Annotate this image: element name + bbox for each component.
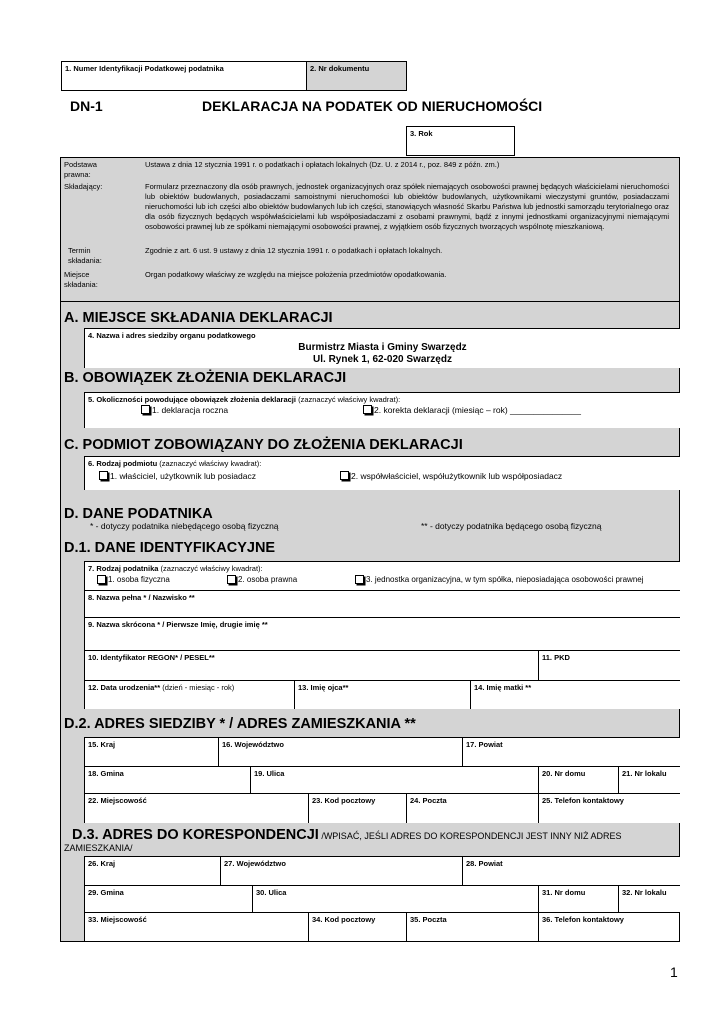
legal-basis-key: Podstawa prawna:	[64, 160, 97, 179]
voivodeship-field[interactable]	[218, 737, 462, 767]
corr-postal-code-label: 34. Kod pocztowy	[312, 915, 376, 924]
option-co-owner[interactable]: 2. współwłaściciel, współużytkownik lub współposiadacz	[340, 470, 562, 482]
postal-code-label: 23. Kod pocztowy	[312, 796, 376, 805]
corr-postal-code-field[interactable]	[308, 912, 406, 942]
option-natural-person[interactable]: 1. osoba fizyczna	[97, 574, 170, 586]
corr-street-label: 30. Ulica	[256, 888, 287, 897]
divider	[60, 301, 680, 302]
section-d1-title: D.1. DANE IDENTYFIKACYJNE	[64, 540, 276, 556]
birth-date-field[interactable]	[84, 680, 294, 709]
corr-county-label: 28. Powiat	[466, 859, 503, 868]
section-d3-note: /WPISAĆ, JEŚLI ADRES DO KORESPONDENCJI JEST INNY NIŻ ADRES	[318, 831, 622, 841]
mother-name-field[interactable]	[470, 680, 680, 709]
full-name-field[interactable]	[84, 590, 680, 618]
county-label: 17. Powiat	[466, 740, 503, 749]
form-code: DN-1	[70, 98, 103, 114]
corr-post-office-field[interactable]	[406, 912, 538, 942]
section-d-title: D. DANE PODATNIKA	[64, 506, 213, 522]
pkd-label: 11. PKD	[542, 653, 570, 662]
corr-commune-label: 29. Gmina	[88, 888, 124, 897]
filers-value: Formularz przeznaczony dla osób prawnych, jednostek organizacyjnych oraz spółek niemających osobowości prawnej będących właścicielami nieruchomości lub obiektów budowlanych, posiadaczami samoistnymi nieruchomości lub obiektów budowlanych, użytkownikami wieczystymi gruntów, posiadaczami nieruchomości lub ich części albo obiektów budowlanych lub ich części, stanowiących własność Skarbu Państwa lub jednostki samorządu terytorialnego oraz dla osób fizycznych będących współwłaścicielami lub współposiadaczami z osobami prawnymi, bądź z innymi jednostkami organizacyjnymi niemającymi osobowości prawnej lub ze spółkami niemającymi osobowości prawnej, z wyjątkiem osób fizycznych tworzących wspólnotę mieszkaniową.	[145, 182, 669, 231]
circumstances-label: 5. Okoliczności powodujące obowiązek złożenia deklaracji	[88, 395, 296, 404]
phone-field[interactable]	[538, 793, 680, 823]
birth-date-label: 12. Data urodzenia**	[88, 683, 161, 692]
corr-phone-label: 36. Telefon kontaktowy	[542, 915, 624, 924]
corr-post-office-label: 35. Poczta	[410, 915, 447, 924]
mother-name-label: 14. Imię matki **	[474, 683, 532, 692]
county-field[interactable]	[462, 737, 680, 767]
nip-field[interactable]	[61, 61, 307, 91]
tax-office-name: Burmistrz Miasta i Gminy Swarzędz	[298, 342, 467, 353]
apartment-number-label: 21. Nr lokalu	[622, 769, 667, 778]
tax-office-address: Ul. Rynek 1, 62-020 Swarzędz	[313, 354, 452, 365]
checkbox-icon[interactable]	[227, 575, 236, 584]
section-b-title: B. OBOWIĄZEK ZŁOŻENIA DEKLARACJI	[64, 370, 347, 386]
section-d2-title: D.2. ADRES SIEDZIBY * / ADRES ZAMIESZKANIA **	[64, 716, 416, 732]
section-d3-note-end: ZAMIESZKANIA/	[64, 843, 133, 853]
locality-field[interactable]	[84, 793, 308, 823]
taxpayer-type-hint: (zaznaczyć właściwy kwadrat):	[158, 564, 263, 573]
option-legal-person[interactable]: 2. osoba prawna	[227, 574, 297, 586]
filers-key: Składający:	[64, 182, 103, 191]
checkbox-icon[interactable]	[340, 471, 349, 480]
section-d3-header	[72, 828, 672, 843]
corr-locality-field[interactable]	[84, 912, 308, 942]
place-value: Organ podatkowy właściwy ze względu na miejsce położenia przedmiotów opodatkowania.	[145, 270, 447, 279]
corr-country-label: 26. Kraj	[88, 859, 116, 868]
short-name-label: 9. Nazwa skrócona * / Pierwsze Imię, drugie imię **	[88, 620, 268, 629]
document-number-field	[306, 61, 407, 91]
corr-voivodeship-label: 27. Województwo	[224, 859, 286, 868]
option-organizational-unit[interactable]: 3. jednostka organizacyjna, w tym spółka, nieposiadająca osobowości prawnej	[355, 574, 644, 586]
checkbox-icon[interactable]	[363, 405, 372, 414]
place-key: Miejsce składania:	[64, 270, 98, 289]
legal-basis-value: Ustawa z dnia 12 stycznia 1991 r. o podatkach i opłatach lokalnych (Dz. U. z 2014 r., poz. 849 z późn. zm.)	[145, 160, 500, 169]
corr-voivodeship-field[interactable]	[220, 856, 462, 886]
country-label: 15. Kraj	[88, 740, 116, 749]
tax-office-label: 4. Nazwa i adres siedziby organu podatkowego	[88, 331, 256, 340]
house-number-label: 20. Nr domu	[542, 769, 586, 778]
full-name-label: 8. Nazwa pełna * / Nazwisko **	[88, 593, 195, 602]
locality-label: 22. Miejscowość	[88, 796, 147, 805]
option-owner[interactable]: 1. właściciel, użytkownik lub posiadacz	[99, 470, 256, 482]
commune-field[interactable]	[84, 766, 250, 794]
document-number-label: 2. Nr dokumentu	[310, 64, 370, 73]
checkbox-icon[interactable]	[99, 471, 108, 480]
corr-country-field[interactable]	[84, 856, 220, 886]
note-non-natural-person: * - dotyczy podatnika niebędącego osobą fizyczną	[90, 521, 279, 531]
checkbox-icon[interactable]	[141, 405, 150, 414]
street-label: 19. Ulica	[254, 769, 285, 778]
regon-pesel-label: 10. Identyfikator REGON* / PESEL**	[88, 653, 215, 662]
corr-county-field[interactable]	[462, 856, 680, 886]
section-c-title: C. PODMIOT ZOBOWIĄZANY DO ZŁOŻENIA DEKLARACJI	[64, 437, 463, 453]
year-field[interactable]	[406, 126, 515, 156]
street-field[interactable]	[250, 766, 538, 794]
apartment-number-field[interactable]	[618, 766, 680, 794]
circumstances-field	[84, 392, 680, 428]
entity-type-hint: (zaznaczyć właściwy kwadrat):	[157, 459, 262, 468]
deadline-key: Termin składania:	[68, 246, 102, 265]
checkbox-icon[interactable]	[97, 575, 106, 584]
corr-locality-label: 33. Miejscowość	[88, 915, 147, 924]
corr-house-number-field[interactable]	[538, 885, 618, 913]
section-a-title: A. MIEJSCE SKŁADANIA DEKLARACJI	[64, 310, 333, 326]
short-name-field[interactable]	[84, 617, 680, 651]
post-office-label: 24. Poczta	[410, 796, 447, 805]
post-office-field[interactable]	[406, 793, 538, 823]
pkd-field[interactable]	[538, 650, 680, 681]
entity-type-label: 6. Rodzaj podmiotu	[88, 459, 158, 468]
father-name-label: 13. Imię ojca**	[298, 683, 349, 692]
phone-label: 25. Telefon kontaktowy	[542, 796, 624, 805]
taxpayer-type-field	[84, 561, 680, 591]
regon-pesel-field[interactable]	[84, 650, 538, 681]
section-d3-title: D.3. ADRES DO KORESPONDENCJI	[72, 827, 319, 843]
nip-label: 1. Numer Identyfikacji Podatkowej podatnika	[65, 64, 224, 73]
corr-commune-field[interactable]	[84, 885, 252, 913]
deadline-value: Zgodnie z art. 6 ust. 9 ustawy z dnia 12 stycznia 1991 r. o podatkach i opłatach lokalnych.	[145, 246, 443, 255]
checkbox-icon[interactable]	[355, 575, 364, 584]
circumstances-hint: (zaznaczyć właściwy kwadrat):	[295, 395, 401, 404]
corr-phone-field[interactable]	[538, 912, 680, 942]
option-correction[interactable]: 2. korekta deklaracji (miesiąc – rok) _______________	[363, 404, 581, 416]
form-title: DEKLARACJA NA PODATEK OD NIERUCHOMOŚCI	[202, 98, 543, 114]
country-field[interactable]	[84, 737, 218, 767]
birth-date-hint: (dzień - miesiąc - rok)	[160, 683, 235, 692]
corr-apartment-number-field[interactable]	[618, 885, 680, 913]
postal-code-field[interactable]	[308, 793, 406, 823]
taxpayer-type-label: 7. Rodzaj podatnika	[88, 564, 159, 573]
option-annual-declaration[interactable]: 1. deklaracja roczna	[141, 404, 228, 416]
year-label: 3. Rok	[410, 129, 433, 138]
tax-office-field	[84, 328, 680, 368]
entity-type-field	[84, 456, 680, 490]
corr-street-field[interactable]	[252, 885, 538, 913]
page-number: 1	[670, 964, 678, 980]
commune-label: 18. Gmina	[88, 769, 124, 778]
note-natural-person: ** - dotyczy podatnika będącego osobą fizyczną	[421, 521, 602, 531]
house-number-field[interactable]	[538, 766, 618, 794]
corr-apartment-number-label: 32. Nr lokalu	[622, 888, 667, 897]
corr-house-number-label: 31. Nr domu	[542, 888, 586, 897]
voivodeship-label: 16. Województwo	[222, 740, 284, 749]
father-name-field[interactable]	[294, 680, 470, 709]
